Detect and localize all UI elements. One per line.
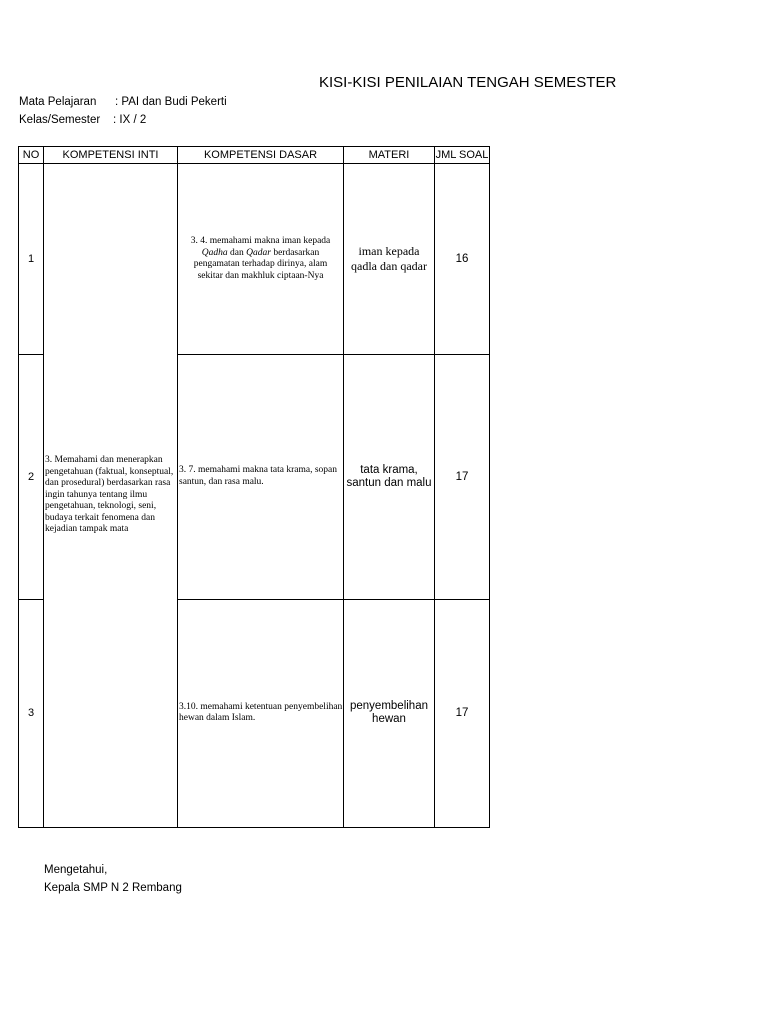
row-number: 2 bbox=[19, 355, 44, 599]
jml-soal-cell: 17 bbox=[435, 599, 490, 827]
kompetensi-dasar-cell: 3.10. memahami ketentuan penyembelihan hewan dalam Islam. bbox=[178, 599, 344, 827]
table-header-row bbox=[19, 147, 490, 164]
kompetensi-inti-cell: 3. Memahami dan menerapkan pengetahuan (faktual, konseptual, dan prosedural) berdasarkan rasa ingin tahunya tentang ilmu pengetahuan, teknologi, seni, budaya terkait fenomena dan kejadian tampak mata bbox=[44, 164, 178, 828]
kd-text: dan bbox=[227, 247, 247, 258]
table-row bbox=[19, 164, 490, 355]
document-title-wrap bbox=[0, 74, 617, 94]
class-label: Kelas/Semester bbox=[19, 114, 101, 126]
jml-soal-cell: 17 bbox=[435, 355, 490, 599]
kd-text: berdasarkan pengamatan terhadap dirinya, alam sekitar dan makhluk ciptaan-Nya bbox=[193, 247, 328, 281]
header-kompetensi-dasar: KOMPETENSI DASAR bbox=[178, 147, 344, 164]
materi-cell: iman kepada qadla dan qadar bbox=[344, 164, 435, 355]
header-no: NO bbox=[19, 147, 44, 164]
header-kompetensi-inti: KOMPETENSI INTI bbox=[44, 147, 178, 164]
header-materi: MATERI bbox=[344, 147, 435, 164]
kd-italic-qadha: Qadha bbox=[201, 247, 228, 258]
signature-principal: Kepala SMP N 2 Rembang bbox=[44, 882, 182, 894]
class-value: : IX / 2 bbox=[113, 114, 147, 126]
materi-cell: penyembelihan hewan bbox=[344, 599, 435, 827]
subject-label: Mata Pelajaran bbox=[19, 96, 97, 108]
kd-text: 3. 4. memahami makna iman kepada bbox=[190, 236, 331, 247]
row-number: 3 bbox=[19, 599, 44, 827]
signature-acknowledged: Mengetahui, bbox=[44, 864, 108, 876]
subject-value: : PAI dan Budi Pekerti bbox=[115, 96, 227, 108]
kd-italic-qadar: Qadar bbox=[246, 247, 271, 258]
header-jml-soal: JML SOAL bbox=[435, 147, 490, 164]
row-number: 1 bbox=[19, 164, 44, 355]
jml-soal-cell: 16 bbox=[435, 164, 490, 355]
kompetensi-dasar-cell: 3. 7. memahami makna tata krama, sopan santun, dan rasa malu. bbox=[178, 355, 344, 599]
kompetensi-dasar-cell bbox=[178, 164, 344, 355]
materi-cell: tata krama, santun dan malu bbox=[344, 355, 435, 599]
document-title: KISI-KISI PENILAIAN TENGAH SEMESTER bbox=[319, 74, 617, 91]
kisi-kisi-table bbox=[18, 146, 490, 828]
